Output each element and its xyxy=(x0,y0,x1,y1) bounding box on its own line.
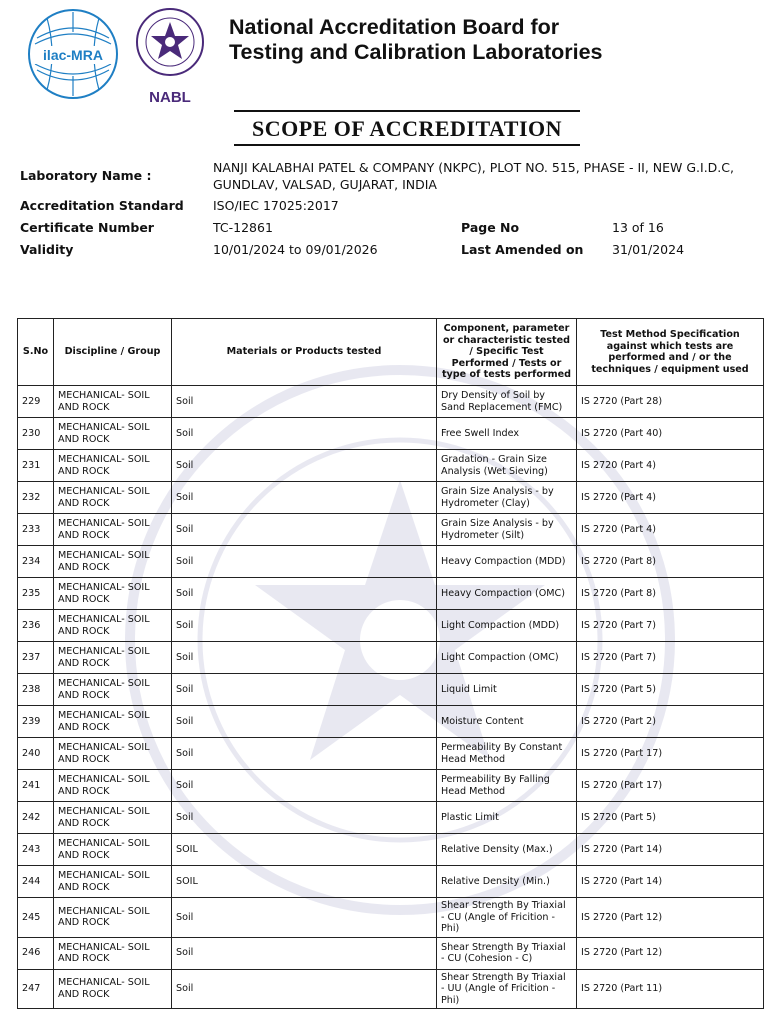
page-no-value: 13 of 16 xyxy=(612,220,664,235)
cell-sno: 241 xyxy=(18,770,54,802)
cell-method: IS 2720 (Part 28) xyxy=(577,386,764,418)
cell-sno: 233 xyxy=(18,514,54,546)
scope-table xyxy=(17,318,764,1009)
table-row xyxy=(18,834,764,866)
table-row xyxy=(18,450,764,482)
cell-method: IS 2720 (Part 8) xyxy=(577,578,764,610)
cell-method: IS 2720 (Part 40) xyxy=(577,418,764,450)
cell-discipline: MECHANICAL- SOIL AND ROCK xyxy=(54,450,172,482)
cell-discipline: MECHANICAL- SOIL AND ROCK xyxy=(54,610,172,642)
table-row xyxy=(18,898,764,938)
cell-material: Soil xyxy=(172,770,437,802)
table-row xyxy=(18,514,764,546)
cell-material: Soil xyxy=(172,802,437,834)
table-row xyxy=(18,738,764,770)
cell-component: Gradation - Grain Size Analysis (Wet Sieving) xyxy=(437,450,577,482)
cell-material: SOIL xyxy=(172,834,437,866)
cell-material: Soil xyxy=(172,610,437,642)
cell-sno: 243 xyxy=(18,834,54,866)
cell-component: Shear Strength By Triaxial - UU (Angle of Fricition - Phi) xyxy=(437,969,577,1009)
standard-value: ISO/IEC 17025:2017 xyxy=(213,198,339,213)
lab-name-label: Laboratory Name : xyxy=(20,168,152,183)
validity-label: Validity xyxy=(20,242,74,257)
cell-component: Permeability By Constant Head Method xyxy=(437,738,577,770)
cell-sno: 232 xyxy=(18,482,54,514)
cell-discipline: MECHANICAL- SOIL AND ROCK xyxy=(54,642,172,674)
cell-method: IS 2720 (Part 17) xyxy=(577,770,764,802)
cell-method: IS 2720 (Part 4) xyxy=(577,514,764,546)
page-title: SCOPE OF ACCREDITATION xyxy=(234,110,580,146)
cell-component: Shear Strength By Triaxial - CU (Cohesion - C) xyxy=(437,937,577,969)
amended-value: 31/01/2024 xyxy=(612,242,685,257)
cell-component: Plastic Limit xyxy=(437,802,577,834)
amended-label: Last Amended on xyxy=(461,242,584,257)
header-method: Test Method Specification against which tests are performed and / or the techniques / equipment used xyxy=(577,319,764,386)
cell-material: Soil xyxy=(172,898,437,938)
cell-discipline: MECHANICAL- SOIL AND ROCK xyxy=(54,738,172,770)
cell-sno: 247 xyxy=(18,969,54,1009)
org-name-line2: Testing and Calibration Laboratories xyxy=(229,40,603,64)
lab-name-line1: NANJI KALABHAI PATEL & COMPANY (NKPC), PLOT NO. 515, PHASE - II, NEW G.I.D.C, xyxy=(213,160,734,175)
document-header xyxy=(0,0,781,110)
cell-material: Soil xyxy=(172,578,437,610)
cell-discipline: MECHANICAL- SOIL AND ROCK xyxy=(54,418,172,450)
cell-material: Soil xyxy=(172,386,437,418)
cell-sno: 245 xyxy=(18,898,54,938)
table-row xyxy=(18,866,764,898)
cell-component: Moisture Content xyxy=(437,706,577,738)
cell-method: IS 2720 (Part 14) xyxy=(577,834,764,866)
cell-method: IS 2720 (Part 7) xyxy=(577,610,764,642)
cell-method: IS 2720 (Part 7) xyxy=(577,642,764,674)
header-discipline: Discipline / Group xyxy=(54,319,172,386)
cell-sno: 242 xyxy=(18,802,54,834)
cell-material: Soil xyxy=(172,482,437,514)
cell-component: Light Compaction (OMC) xyxy=(437,642,577,674)
cell-sno: 236 xyxy=(18,610,54,642)
ilac-logo-text: ilac-MRA xyxy=(43,47,103,63)
cell-discipline: MECHANICAL- SOIL AND ROCK xyxy=(54,546,172,578)
cell-discipline: MECHANICAL- SOIL AND ROCK xyxy=(54,866,172,898)
lab-name-line2: GUNDLAV, VALSAD, GUJARAT, INDIA xyxy=(213,177,437,192)
nabl-logo-icon xyxy=(134,6,206,110)
cell-sno: 229 xyxy=(18,386,54,418)
table-row xyxy=(18,386,764,418)
cell-component: Relative Density (Max.) xyxy=(437,834,577,866)
cell-sno: 239 xyxy=(18,706,54,738)
cell-discipline: MECHANICAL- SOIL AND ROCK xyxy=(54,969,172,1009)
cell-method: IS 2720 (Part 11) xyxy=(577,969,764,1009)
org-name-line1: National Accreditation Board for xyxy=(229,15,560,39)
cell-method: IS 2720 (Part 5) xyxy=(577,674,764,706)
table-row xyxy=(18,610,764,642)
cell-material: Soil xyxy=(172,937,437,969)
cell-method: IS 2720 (Part 4) xyxy=(577,450,764,482)
validity-value: 10/01/2024 to 09/01/2026 xyxy=(213,242,378,257)
cell-sno: 238 xyxy=(18,674,54,706)
cell-sno: 235 xyxy=(18,578,54,610)
table-row xyxy=(18,969,764,1009)
certificate-label: Certificate Number xyxy=(20,220,154,235)
table-row xyxy=(18,937,764,969)
cell-material: Soil xyxy=(172,418,437,450)
cell-material: Soil xyxy=(172,514,437,546)
table-row xyxy=(18,578,764,610)
table-row xyxy=(18,642,764,674)
cell-material: Soil xyxy=(172,738,437,770)
table-row xyxy=(18,482,764,514)
cell-sno: 230 xyxy=(18,418,54,450)
cell-material: Soil xyxy=(172,546,437,578)
cell-method: IS 2720 (Part 5) xyxy=(577,802,764,834)
cell-sno: 237 xyxy=(18,642,54,674)
cell-discipline: MECHANICAL- SOIL AND ROCK xyxy=(54,482,172,514)
cell-method: IS 2720 (Part 4) xyxy=(577,482,764,514)
cell-component: Grain Size Analysis - by Hydrometer (Silt) xyxy=(437,514,577,546)
table-row xyxy=(18,706,764,738)
certificate-value: TC-12861 xyxy=(213,220,273,235)
cell-material: Soil xyxy=(172,450,437,482)
table-row xyxy=(18,802,764,834)
cell-method: IS 2720 (Part 2) xyxy=(577,706,764,738)
cell-discipline: MECHANICAL- SOIL AND ROCK xyxy=(54,834,172,866)
cell-discipline: MECHANICAL- SOIL AND ROCK xyxy=(54,937,172,969)
table-row xyxy=(18,418,764,450)
cell-component: Liquid Limit xyxy=(437,674,577,706)
cell-component: Relative Density (Min.) xyxy=(437,866,577,898)
header-component: Component, parameter or characteristic tested / Specific Test Performed / Tests or type of tests performed xyxy=(437,319,577,386)
nabl-logo-text: NABL xyxy=(149,89,191,106)
cell-sno: 244 xyxy=(18,866,54,898)
cell-sno: 240 xyxy=(18,738,54,770)
cell-method: IS 2720 (Part 14) xyxy=(577,866,764,898)
table-header-row xyxy=(18,319,764,386)
cell-discipline: MECHANICAL- SOIL AND ROCK xyxy=(54,898,172,938)
header-materials: Materials or Products tested xyxy=(172,319,437,386)
ilac-mra-logo-icon xyxy=(27,8,119,100)
cell-discipline: MECHANICAL- SOIL AND ROCK xyxy=(54,386,172,418)
cell-component: Dry Density of Soil by Sand Replacement (FMC) xyxy=(437,386,577,418)
cell-method: IS 2720 (Part 12) xyxy=(577,898,764,938)
cell-material: Soil xyxy=(172,642,437,674)
cell-discipline: MECHANICAL- SOIL AND ROCK xyxy=(54,674,172,706)
cell-component: Heavy Compaction (MDD) xyxy=(437,546,577,578)
cell-component: Grain Size Analysis - by Hydrometer (Clay) xyxy=(437,482,577,514)
cell-method: IS 2720 (Part 17) xyxy=(577,738,764,770)
cell-discipline: MECHANICAL- SOIL AND ROCK xyxy=(54,802,172,834)
cell-component: Free Swell Index xyxy=(437,418,577,450)
page-no-label: Page No xyxy=(461,220,520,235)
cell-sno: 231 xyxy=(18,450,54,482)
cell-material: Soil xyxy=(172,969,437,1009)
cell-discipline: MECHANICAL- SOIL AND ROCK xyxy=(54,706,172,738)
standard-label: Accreditation Standard xyxy=(20,198,184,213)
header-sno: S.No xyxy=(18,319,54,386)
table-row xyxy=(18,546,764,578)
cell-component: Shear Strength By Triaxial - CU (Angle of Fricition - Phi) xyxy=(437,898,577,938)
cell-component: Light Compaction (MDD) xyxy=(437,610,577,642)
cell-component: Heavy Compaction (OMC) xyxy=(437,578,577,610)
table-row xyxy=(18,674,764,706)
cell-sno: 246 xyxy=(18,937,54,969)
table-row xyxy=(18,770,764,802)
cell-method: IS 2720 (Part 12) xyxy=(577,937,764,969)
cell-method: IS 2720 (Part 8) xyxy=(577,546,764,578)
cell-sno: 234 xyxy=(18,546,54,578)
cell-discipline: MECHANICAL- SOIL AND ROCK xyxy=(54,578,172,610)
cell-material: SOIL xyxy=(172,866,437,898)
cell-discipline: MECHANICAL- SOIL AND ROCK xyxy=(54,770,172,802)
cell-material: Soil xyxy=(172,706,437,738)
organization-name xyxy=(229,15,603,65)
cell-material: Soil xyxy=(172,674,437,706)
cell-component: Permeability By Falling Head Method xyxy=(437,770,577,802)
cell-discipline: MECHANICAL- SOIL AND ROCK xyxy=(54,514,172,546)
